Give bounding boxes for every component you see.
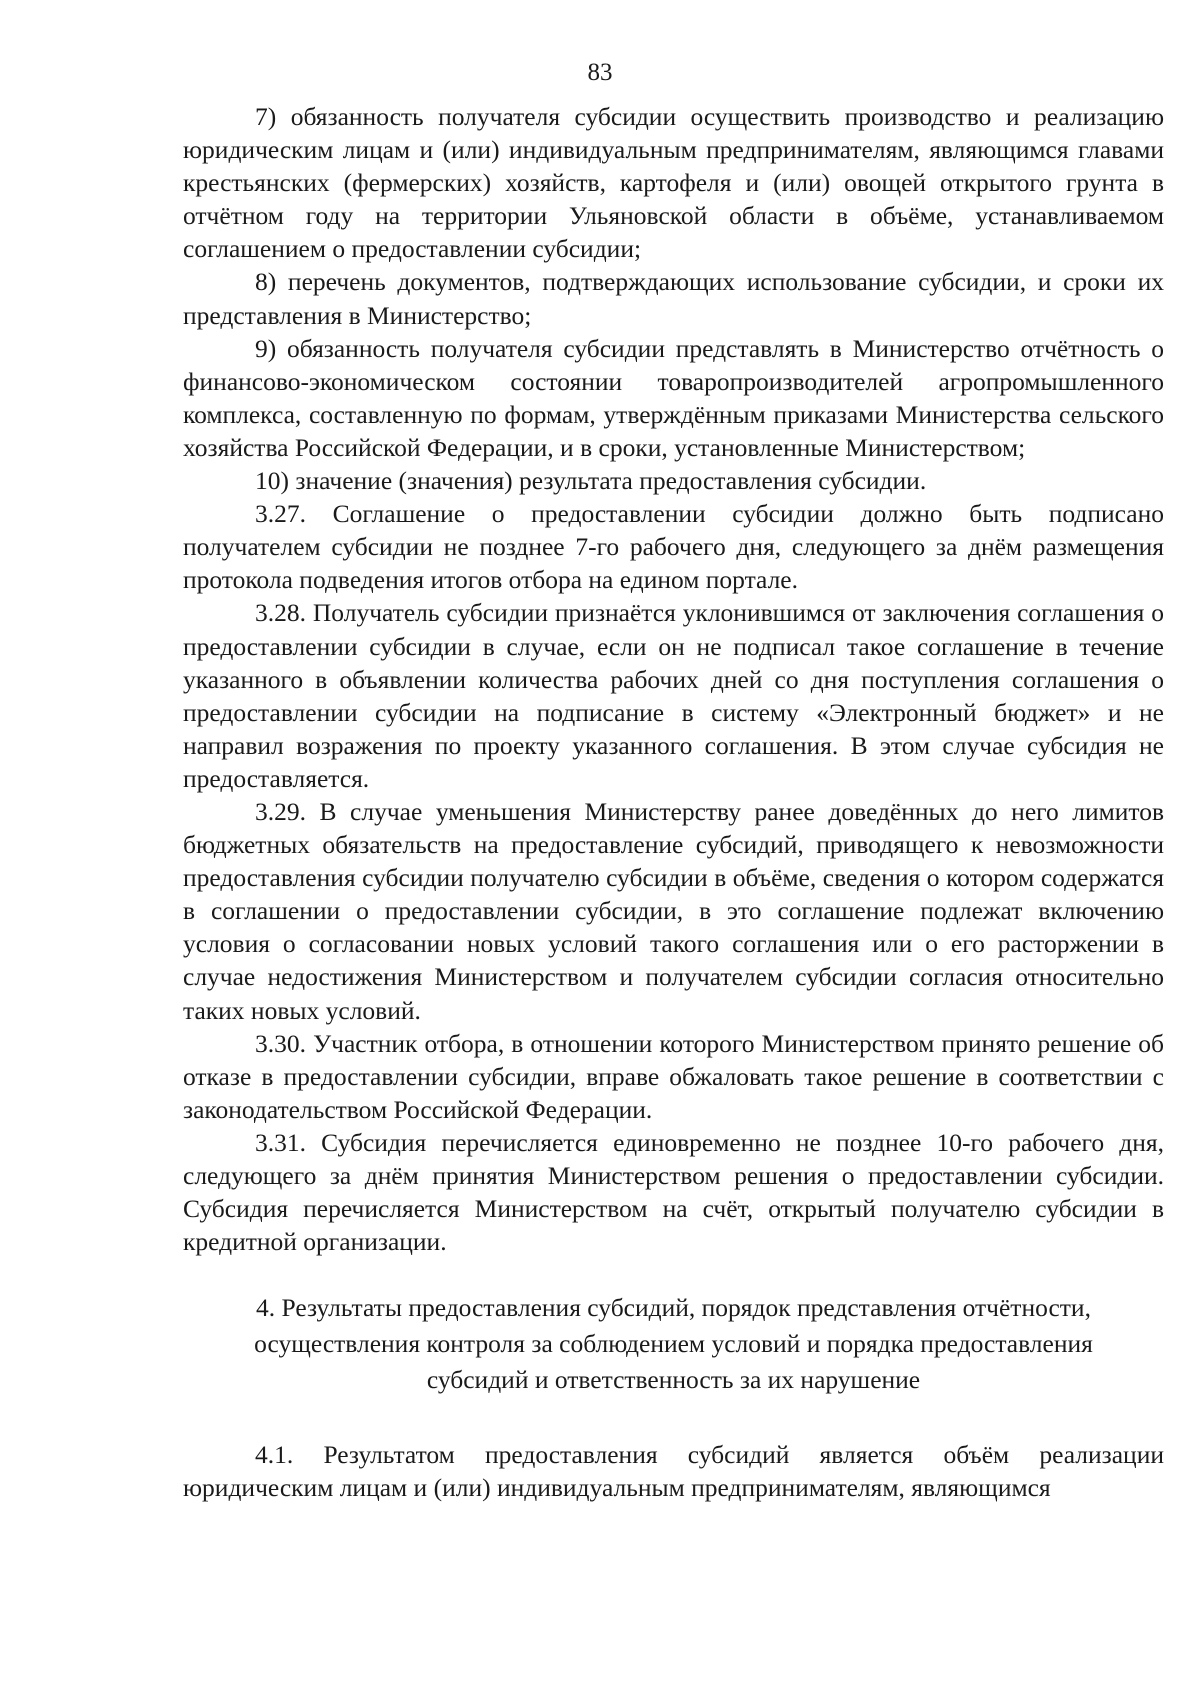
section-gap xyxy=(183,1398,1164,1438)
page-number: 83 xyxy=(587,59,613,86)
section-heading-line-3: субсидий и ответственность за их нарушение xyxy=(426,1365,921,1395)
section-heading-line-2: осуществления контроля за соблюдением условий и порядка предоставления xyxy=(254,1329,1093,1359)
paragraph-3-27: 3.27. Соглашение о предоставлении субсидии должно быть подписано получателем субсидии не позднее 7-го рабочего дня, следующего за днём размещения протокола подведения итогов отбора на едином портале. xyxy=(183,499,1164,595)
paragraph-item-9: 9) обязанность получателя субсидии представлять в Министерство отчётность о финансово-экономическом состоянии товаропроизводителей агропромышленного комплекса, составленную по формам, утверждённым приказами Министерства сельского хозяйства Российской Федерации, и в сроки, установленные Министерством; xyxy=(183,333,1164,462)
document-body xyxy=(183,100,1164,1504)
paragraph-3-28: 3.28. Получатель субсидии признаётся уклонившимся от заключения соглашения о предоставлении субсидии в случае, если он не подписал такое соглашение в течение указанного в объявлении количества рабочих дней со дня поступления соглашения о предоставлении субсидии на подписание в систему «Электронный бюджет» и не направил возражения по проекту указанного соглашения. В этом случае субсидия не предоставляется. xyxy=(183,598,1164,793)
paragraph-3-29: 3.29. В случае уменьшения Министерству ранее доведённых до него лимитов бюджетных обязательств на предоставление субсидий, приводящего к невозможности предоставления субсидии получателю субсидии в объёме, сведения о котором содержатся в соглашении о предоставлении субсидии, в это соглашение подлежат включению условия о согласовании новых условий такого соглашения или о его расторжении в случае недостижения Министерством и получателем субсидии согласия относительно таких новых условий. xyxy=(183,796,1164,1025)
paragraph-item-7: 7) обязанность получателя субсидии осуществить производство и реализацию юридическим лицам и (или) индивидуальным предпринимателям, являющимся главами крестьянских (фермерских) хозяйств, картофеля и (или) овощей открытого грунта в отчётном году на территории Ульяновской области в объёме, устанавливаемом соглашением о предоставлении субсидии; xyxy=(183,102,1164,264)
paragraph-3-31: 3.31. Субсидия перечисляется единовременно не позднее 10-го рабочего дня, следующего за днём принятия Министерством решения о предоставлении субсидии. Субсидия перечисляется Министерством на счёт, открытый получателю субсидии в кредитной организации. xyxy=(183,1127,1164,1257)
section-4-heading xyxy=(183,1290,1164,1398)
paragraph-3-30: 3.30. Участник отбора, в отношении которого Министерством принято решение об отказе в предоставлении субсидии, вправе обжаловать такое решение в соответствии с законодательством Российской Федерации. xyxy=(183,1028,1164,1124)
paragraph-4-1: 4.1. Результатом предоставления субсидий является объём реализации юридическим лицам и (или) индивидуальным предпринимателям, являющимся xyxy=(183,1440,1164,1503)
paragraph-item-10: 10) значение (значения) результата предоставления субсидии. xyxy=(255,466,927,496)
paragraph-item-8: 8) перечень документов, подтверждающих использование субсидии, и сроки их представления в Министерство; xyxy=(183,267,1164,330)
section-heading-line-1: 4. Результаты предоставления субсидий, порядок представления отчётности, xyxy=(256,1293,1091,1323)
